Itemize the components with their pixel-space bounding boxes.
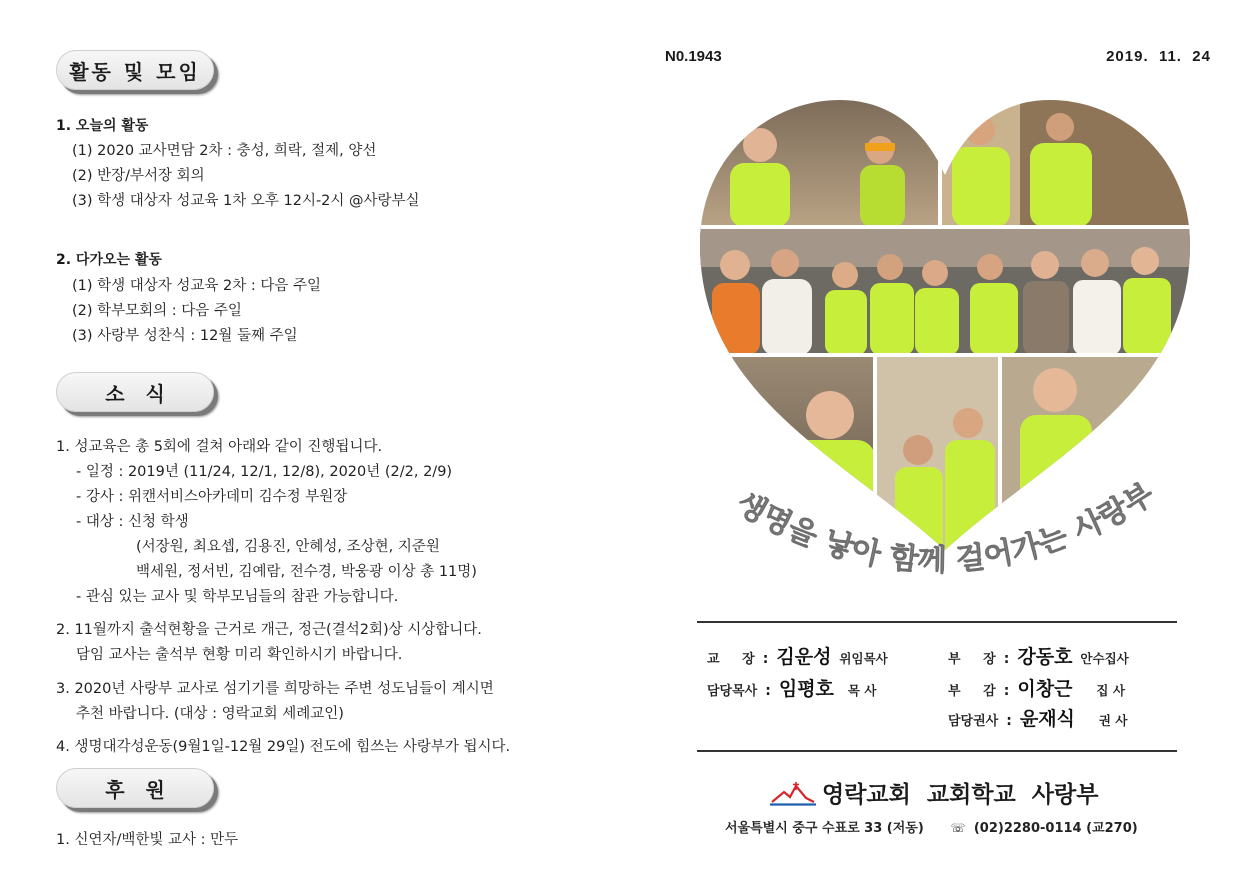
news-line: - 관심 있는 교사 및 학부모님들의 참관 가능합니다. [76,589,399,605]
staff-pastor: 담당목사 : 임평호 목 사 [707,674,876,701]
divider-bottom [697,750,1177,752]
staff-title: 위임목사 [839,651,888,666]
staff-role: 담당목사 [707,684,758,699]
news-line: (서장원, 최요셉, 김용진, 안혜성, 조상현, 지준원 [136,539,440,555]
staff-role: 부 장 [948,652,996,667]
today-item: (2) 반장/부서장 회의 [72,168,205,184]
divider-top [697,621,1177,623]
staff-name: 윤재식 [1019,708,1075,730]
staff-principal: 교 장 : 김운성 위임목사 [707,642,888,669]
section-title-activities: 활동 및 모임 [56,50,214,90]
news-line: - 대상 : 신청 학생 [76,514,189,530]
support-line: 1. 신연자/백한빛 교사 : 만두 [56,832,239,848]
phone-number: (02)2280-0114 (교270) [973,821,1138,836]
news-line: 2. 11월까지 출석현황을 근거로 개근, 정근(결석2회)상 시상합니다. [56,622,482,638]
news-line: 추천 바랍니다. (대상 : 영락교회 세례교인) [76,706,344,722]
section-title-news: 소 식 [56,372,214,412]
group-photo-middle [712,247,1171,355]
today-item: (3) 학생 대상자 성교육 1차 오후 12시-2시 @사랑부실 [72,193,420,209]
news-line: 1. 성교육은 총 5회에 걸쳐 아래와 같이 진행됩니다. [56,439,383,455]
church-logo-icon [770,780,816,806]
staff-supervisor: 부 감 : 이창근 집 사 [948,674,1125,701]
news-line: 3. 2020년 사랑부 교사로 섬기기를 희망하는 주변 성도님들이 계시면 [56,681,494,697]
section-title-support: 후 원 [56,768,214,808]
svg-text:생명을 낳아 함께 걸어가는 사랑부 [730,477,1160,579]
staff-role: 부 감 [948,684,996,699]
news-line: 4. 생명대각성운동(9월1일-12월 29일) 전도에 힘쓰는 사랑부가 됩시다. [56,739,511,755]
staff-head: 부 장 : 강동호 안수집사 [948,642,1129,669]
staff-title: 권 사 [1098,713,1128,728]
upcoming-activities-heading: 2. 다가오는 활동 [56,252,162,268]
news-line: 백세원, 정서빈, 김예람, 전수경, 박웅광 이상 총 11명) [136,564,477,580]
staff-name: 김운성 [776,646,832,668]
today-activities-heading: 1. 오늘의 활동 [56,118,149,134]
left-column [0,0,620,883]
staff-title: 집 사 [1096,683,1125,698]
church-name [770,776,1098,809]
news-line: - 일정 : 2019년 (11/24, 12/1, 12/8), 2020년 (2/2, 2/9) [76,464,453,480]
issue-date: 2019. 11. 24 [1106,48,1211,65]
upcoming-item: (3) 사랑부 성찬식 : 12월 둘째 주일 [72,328,298,344]
staff-name: 강동호 [1017,646,1073,668]
news-line: 담임 교사는 출석부 현황 미리 확인하시기 바랍니다. [76,647,403,663]
church-name-text: 영락교회 교회학교 사랑부 [822,782,1099,808]
today-item: (1) 2020 교사면담 2차 : 충성, 희락, 절제, 양선 [72,143,377,159]
staff-role: 교 장 [707,652,755,667]
slogan-banner [690,470,1200,600]
staff-name: 이창근 [1017,678,1073,700]
upcoming-item: (1) 학생 대상자 성교육 2차 : 다음 주일 [72,278,322,294]
address-line [725,817,1138,836]
telephone-icon: ☏ [950,821,966,835]
issue-number: N0.1943 [665,48,722,65]
slogan-text: 생명을 낳아 함께 걸어가는 사랑부 [730,476,1161,579]
address-text: 서울특별시 중구 수표로 33 (저동) [725,821,924,836]
staff-deaconess: 담당권사 : 윤재식 권 사 [948,704,1127,731]
staff-title: 목 사 [847,683,877,698]
news-line: - 강사 : 위캔서비스아카데미 김수정 부원장 [76,489,348,505]
staff-role: 담당권사 [948,714,999,729]
staff-name: 임평호 [778,678,834,700]
upcoming-item: (2) 학부모회의 : 다음 주일 [72,303,242,319]
staff-title: 안수집사 [1080,651,1129,666]
